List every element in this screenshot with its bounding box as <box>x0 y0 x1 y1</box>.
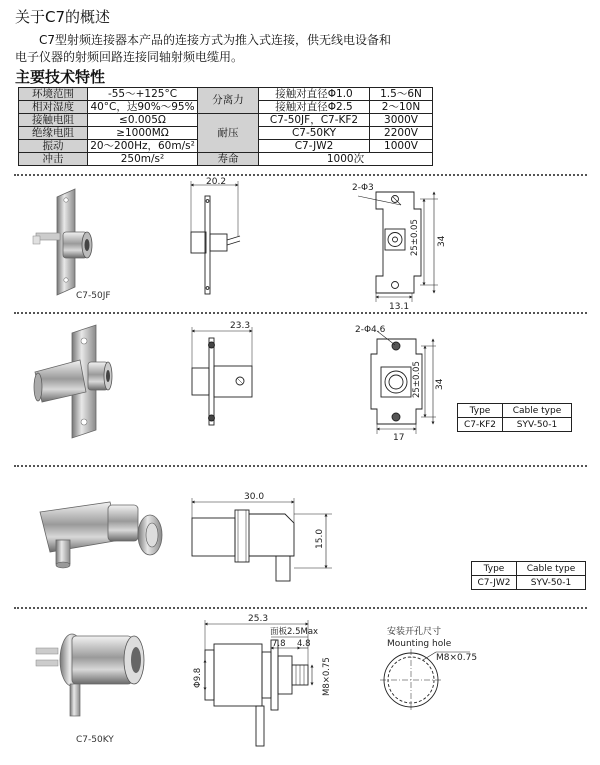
product-model-label: C7-50KY <box>76 735 114 745</box>
spec-item-value: 3000V <box>370 114 433 127</box>
dimension-length: 30.0 <box>244 492 265 502</box>
spec-label: 绝缘电阻 <box>19 127 88 140</box>
spec-group-label: 耐压 <box>198 114 259 153</box>
spec-item: 接触对直径Φ1.0 <box>259 88 370 101</box>
spec-item-value: 2200V <box>370 127 433 140</box>
spec-group-label: 分离力 <box>198 88 259 114</box>
spec-item: 接触对直径Φ2.5 <box>259 101 370 114</box>
spec-label: 环境范围 <box>19 88 88 101</box>
dimension-pitch: 25±0.05 <box>410 219 420 256</box>
spec-value: ≤0.005Ω <box>88 114 198 127</box>
table-header: Type <box>458 404 503 418</box>
cable-type-table <box>457 403 572 432</box>
spec-value: -55～+125°C <box>88 88 198 101</box>
spec-item-value: 1.5～6N <box>370 88 433 101</box>
page-title: 关于C7的概述 <box>15 8 111 26</box>
product-photo-c7-kf2 <box>34 325 112 438</box>
spec-group-label: 寿命 <box>198 153 259 166</box>
table-cell: C7-JW2 <box>472 576 517 590</box>
side-view-drawing <box>205 620 312 746</box>
table-header: Cable type <box>503 404 572 418</box>
spec-value: 40°C，达90%～95% <box>88 101 198 114</box>
spec-value: 250m/s² <box>88 153 198 166</box>
product-photo-c7-50jf <box>33 189 92 295</box>
spec-item: C7-JW2 <box>259 140 370 153</box>
section-title: 主要技术特性 <box>15 68 106 86</box>
spec-value: 20～200Hz，60m/s² <box>88 140 198 153</box>
spec-item-value: 1000V <box>370 140 433 153</box>
front-view-drawing <box>358 192 438 302</box>
spec-label: 相对湿度 <box>19 101 88 114</box>
spec-item-value: 2～10N <box>370 101 433 114</box>
dimension-length: 25.3 <box>248 614 269 624</box>
product-photo-c7-50ky <box>36 634 144 716</box>
intro-paragraph: C7型射频连接器本产品的连接方式为推入式连接，供无线电设备和电子仪器的射频回路连接同轴射频电缆用。 <box>15 33 392 64</box>
dimension-thread: M8×0.75 <box>322 657 332 696</box>
spec-item: C7-50JF，C7-KF2 <box>259 114 370 127</box>
cable-type-table <box>471 561 586 590</box>
product-model-label: C7-50JF <box>76 291 111 301</box>
dimension-width: 23.3 <box>230 321 251 331</box>
dimension-pitch: 25±0.05 <box>412 361 422 398</box>
front-view-drawing <box>371 331 436 434</box>
table-cell: SYV-50-1 <box>503 418 572 432</box>
table-cell: SYV-50-1 <box>517 576 586 590</box>
spec-life-value: 1000次 <box>259 153 433 166</box>
mounting-hole-subtitle: Mounting hole <box>387 639 452 649</box>
dimension-width: 20.2 <box>206 177 227 187</box>
table-header: Cable type <box>517 562 586 576</box>
table-cell: C7-KF2 <box>458 418 503 432</box>
spec-value: ≥1000MΩ <box>88 127 198 140</box>
hole-callout: 2-Φ4.6 <box>355 325 386 335</box>
mounting-thread: M8×0.75 <box>436 653 478 663</box>
dimension-height: 15.0 <box>315 528 325 549</box>
spec-label: 接触电阻 <box>19 114 88 127</box>
spec-label: 振动 <box>19 140 88 153</box>
side-view-drawing <box>192 327 252 425</box>
spec-item: C7-50KY <box>259 127 370 140</box>
dimension-a: 7.8 <box>272 639 286 649</box>
product-photo-c7-jw2 <box>40 502 162 568</box>
mounting-hole-title: 安装开孔尺寸 <box>387 627 442 637</box>
dimension-panel: 面板2.5Max <box>270 627 319 637</box>
table-header: Type <box>472 562 517 576</box>
dimension-base: 13.1 <box>389 302 410 312</box>
side-view-drawing <box>192 498 332 581</box>
dimension-height: 34 <box>435 378 445 390</box>
dimension-base: 17 <box>393 433 405 443</box>
dimension-b: 4.8 <box>297 639 311 649</box>
dimension-height: 34 <box>437 235 447 247</box>
side-view-drawing <box>191 181 240 294</box>
spec-label: 冲击 <box>19 153 88 166</box>
dimension-diameter: Φ9.8 <box>193 667 203 688</box>
hole-callout: 2-Φ3 <box>352 183 374 193</box>
